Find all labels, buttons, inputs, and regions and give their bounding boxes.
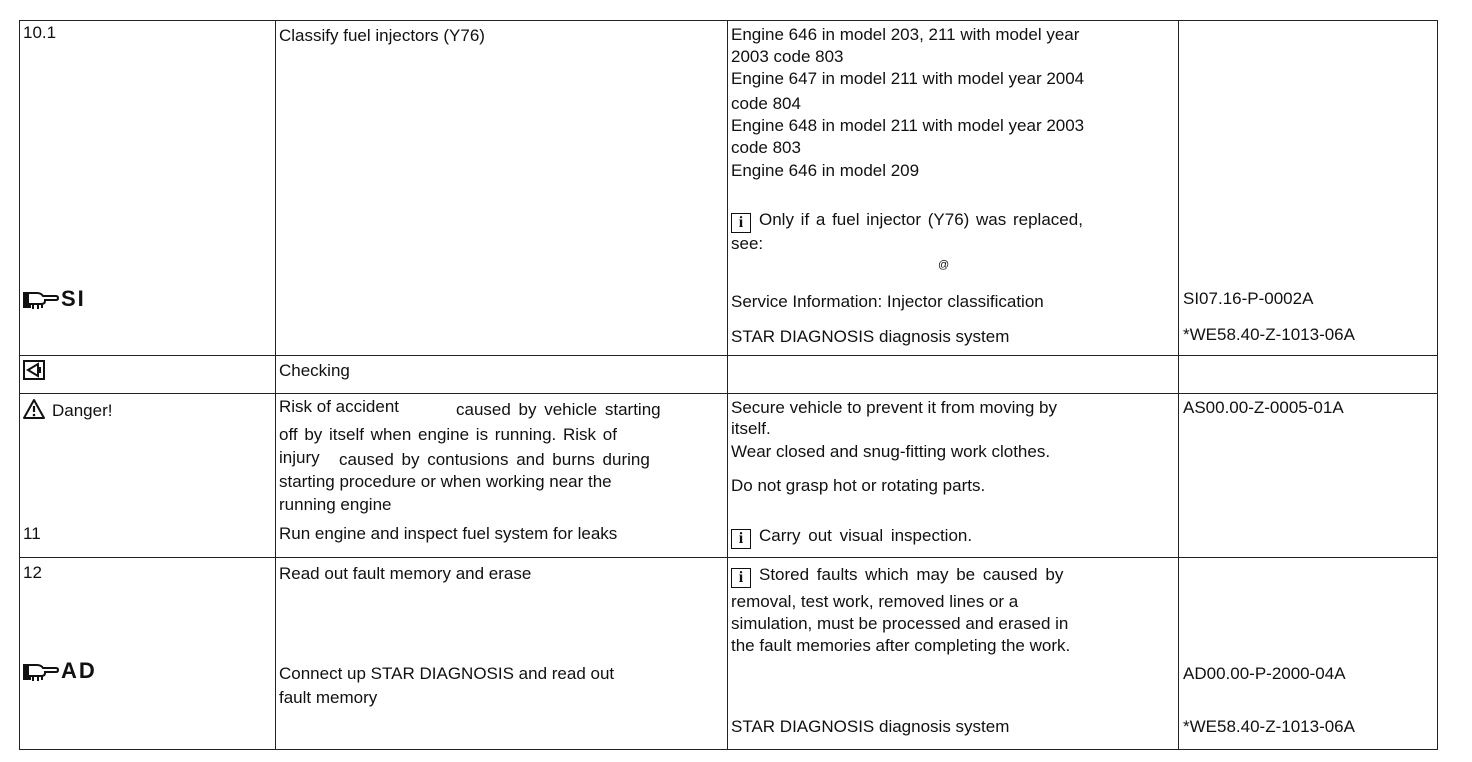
link-marker[interactable]: @ xyxy=(938,259,950,271)
info-note-line: simulation, must be processed and erased in xyxy=(731,614,1069,633)
table-row-11 xyxy=(20,394,1438,558)
table-row-12 xyxy=(20,558,1438,750)
step-operation: Run engine and inspect fuel system for leaks xyxy=(279,524,618,543)
reference-cell xyxy=(1179,21,1438,356)
danger-label: Danger! xyxy=(22,398,112,422)
notes-cell xyxy=(728,356,1179,394)
danger-text-line: running engine xyxy=(279,495,392,514)
danger-text-line: injury xyxy=(279,448,320,467)
info-note: i Stored faults which may be caused by xyxy=(731,564,1063,588)
service-info-text: Service Information: Injector classification xyxy=(731,292,1044,311)
danger-doc-ref[interactable]: AS00.00-Z-0005-01A xyxy=(1183,398,1344,417)
step-cell xyxy=(20,356,276,394)
danger-text-line: caused by vehicle starting xyxy=(456,400,661,419)
step-number: 10.1 xyxy=(23,23,57,42)
danger-measure-2: Do not grasp hot or rotating parts. xyxy=(731,476,986,495)
step-number: 11 xyxy=(23,524,41,543)
step-cell xyxy=(20,21,276,356)
info-note-line: removal, test work, removed lines or a xyxy=(731,592,1019,611)
step-note: i Carry out visual inspection. xyxy=(731,525,972,549)
table-row-checking xyxy=(20,356,1438,394)
diag-system-text: STAR DIAGNOSIS diagnosis system xyxy=(731,717,1010,736)
operation-cell xyxy=(276,558,728,750)
diag-doc-ref[interactable]: *WE58.40-Z-1013-06A xyxy=(1183,325,1355,344)
engine-note-line: 2003 code 803 xyxy=(731,47,844,66)
diag-system-text: STAR DIAGNOSIS diagnosis system xyxy=(731,327,1010,346)
info-note-cont: see: xyxy=(731,234,764,253)
step-cell xyxy=(20,558,276,750)
danger-measure-line: Wear closed and snug-fitting work clothes. xyxy=(731,442,1051,461)
info-icon: i xyxy=(731,529,751,549)
notes-cell xyxy=(728,394,1179,558)
engine-note-line: Engine 647 in model 211 with model year 2004 xyxy=(731,69,1085,88)
notes-cell xyxy=(728,558,1179,750)
back-arrow-icon xyxy=(23,360,45,380)
ref-code-ad: AD xyxy=(23,660,97,682)
engine-note-line: code 803 xyxy=(731,138,801,157)
info-icon: i xyxy=(731,213,751,233)
table-row-10-1 xyxy=(20,21,1438,356)
info-note-line: the fault memories after completing the work. xyxy=(731,636,1071,655)
danger-measure-line: Secure vehicle to prevent it from moving by xyxy=(731,398,1057,417)
operation-text: Read out fault memory and erase xyxy=(279,564,532,583)
notes-cell xyxy=(728,21,1179,356)
checking-heading: Checking xyxy=(279,361,350,380)
pointing-hand-icon xyxy=(23,662,59,682)
step-cell xyxy=(20,394,276,558)
operation-cell xyxy=(276,21,728,356)
reference-cell xyxy=(1179,394,1438,558)
danger-text-line: off by itself when engine is running. Risk of xyxy=(279,425,617,444)
engine-note-line: Engine 646 in model 209 xyxy=(731,161,920,180)
engine-note-line: Engine 648 in model 211 with model year 2003 xyxy=(731,116,1085,135)
sub-operation-line: fault memory xyxy=(279,688,378,707)
danger-text-line: starting procedure or when working near the xyxy=(279,472,612,491)
procedure-table xyxy=(19,20,1438,750)
danger-measure-line: itself. xyxy=(731,419,771,438)
ref-code-si: SI xyxy=(23,288,86,310)
diag-doc-ref[interactable]: *WE58.40-Z-1013-06A xyxy=(1183,717,1355,736)
operation-cell xyxy=(276,394,728,558)
sub-doc-ref[interactable]: AD00.00-P-2000-04A xyxy=(1183,664,1346,683)
operation-text: Classify fuel injectors (Y76) xyxy=(279,26,485,45)
warning-triangle-icon xyxy=(22,398,46,420)
pointing-hand-icon xyxy=(23,290,59,310)
service-doc-ref[interactable]: SI07.16-P-0002A xyxy=(1183,289,1314,308)
danger-text-line: caused by contusions and burns during xyxy=(339,450,650,469)
engine-note-line: Engine 646 in model 203, 211 with model year xyxy=(731,25,1080,44)
reference-cell xyxy=(1179,558,1438,750)
sub-operation-line: Connect up STAR DIAGNOSIS and read out xyxy=(279,664,615,683)
reference-cell xyxy=(1179,356,1438,394)
operation-cell xyxy=(276,356,728,394)
step-number: 12 xyxy=(23,563,42,582)
danger-text-line: Risk of accident xyxy=(279,397,399,416)
info-icon: i xyxy=(731,568,751,588)
info-note: i Only if a fuel injector (Y76) was replaced, xyxy=(731,209,1083,233)
engine-note-line: code 804 xyxy=(731,94,801,113)
